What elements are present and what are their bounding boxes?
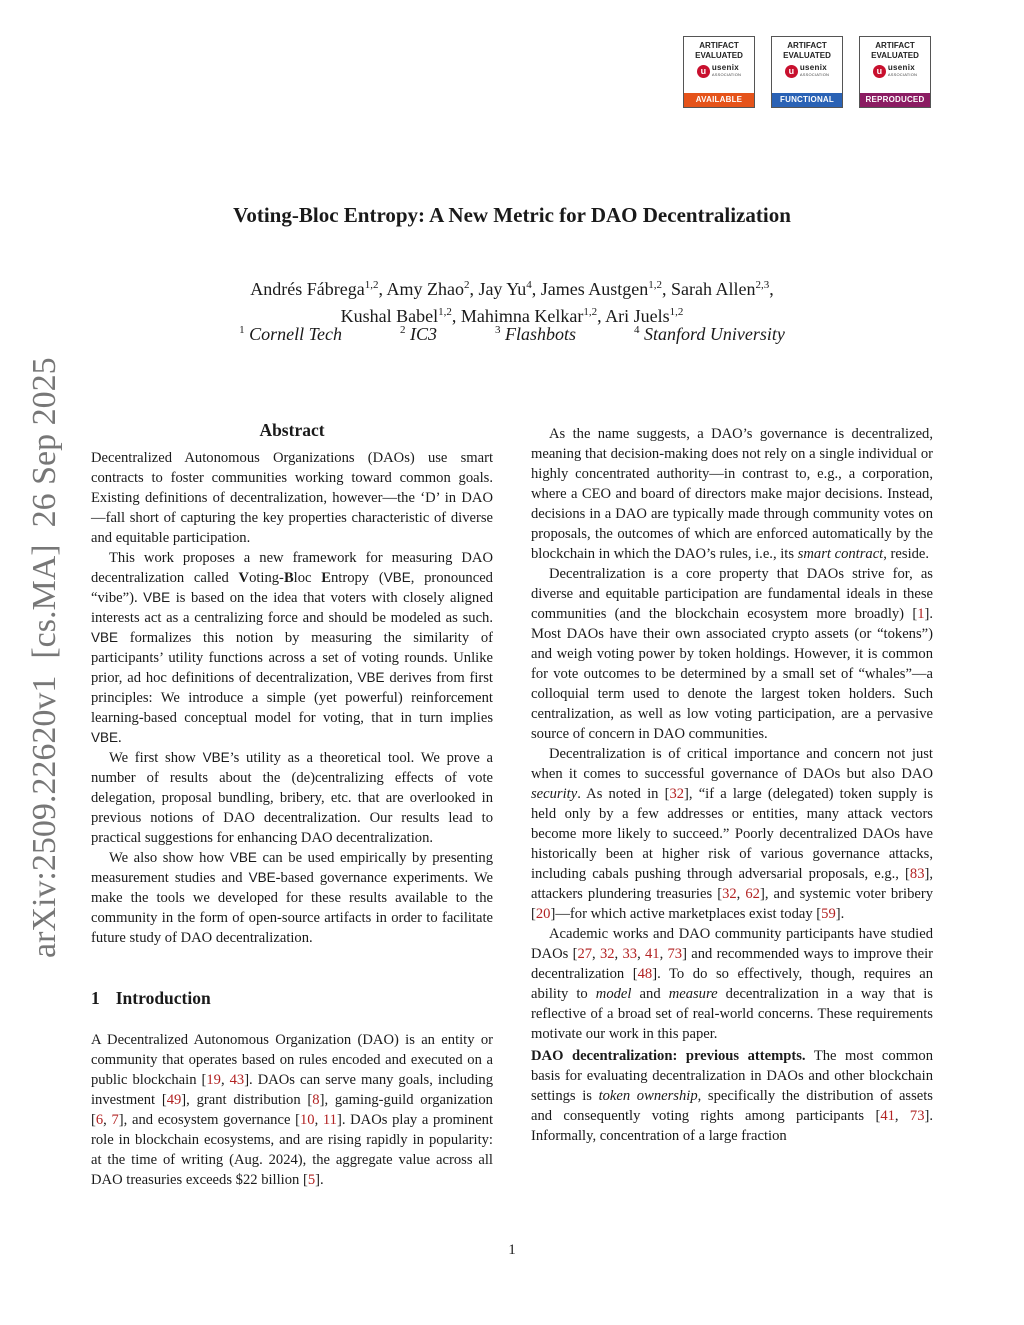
affiliation-num: 4	[634, 324, 640, 336]
body-paragraph: Academic works and DAO community participants have studied DAOs [27, 32, 33, 41, 73] and recommended ways to improve their decentralization [48]. To do so effectively, though, requires an ability to model and measure decentralization in a way that is reflective of a broad set of real-world concerns. These requirements motivate our work in this paper.	[531, 926, 934, 1042]
citation-link[interactable]: 20	[535, 906, 551, 922]
citation-link[interactable]: 62	[745, 886, 760, 902]
citation-link[interactable]: 59	[821, 906, 836, 922]
author-affil: 1,2	[583, 306, 598, 318]
logo-sub: ASSOCIATION	[711, 72, 742, 77]
citation-link[interactable]: 32	[722, 886, 737, 902]
body-paragraph: Decentralization is of critical importance and concern not just when it comes to successful governance of DAOs but also DAO security. As noted in [32], “if a large (delegated) token supply is held only by a few addresses or entities, many attack vectors become more likely to succeed.” Poorly decentralized DAOs have historically been at higher risk of various governance attacks, including cabals pushing through adversarial proposals, e.g., [83], attackers plundering treasuries [32, 62], and systemic voter bribery [20]—for which active marketplaces exist today [59].	[531, 746, 934, 922]
section-heading	[91, 988, 211, 1009]
badge-line2: EVALUATED	[695, 51, 743, 60]
affiliation-name: Flashbots	[505, 324, 577, 344]
citation-link[interactable]: 83	[909, 866, 925, 882]
author: Mahimna Kelkar	[460, 306, 584, 326]
usenix-logo-icon: u	[697, 65, 710, 78]
author: Jay Yu	[478, 279, 527, 299]
logo-sub: ASSOCIATION	[887, 72, 918, 77]
artifact-badges	[683, 36, 931, 108]
citation-link[interactable]: 6	[95, 1112, 104, 1128]
author-affil: 2,3	[755, 279, 770, 291]
author: Ari Juels	[605, 306, 670, 326]
section-title: Introduction	[115, 988, 211, 1008]
badge-label: AVAILABLE	[684, 93, 754, 107]
citation-link[interactable]: 5	[307, 1172, 316, 1188]
badge-functional	[771, 36, 843, 108]
citation-link[interactable]: 43	[229, 1072, 245, 1088]
abstract-section	[91, 420, 493, 948]
paper-title: Voting-Bloc Entropy: A New Metric for DAO Decentralization	[233, 203, 791, 227]
page-number: 1	[508, 1242, 516, 1258]
abstract-paragraph: This work proposes a new framework for measuring DAO decentralization called Voting-Bloc Entropy (VBE, pronounced “vibe”). VBE is based on the idea that voters with closely aligned interests act as a centralizing force and should be modeled as such. VBE formalizes this notion by measuring the similarity of participants’ utility functions across a set of voting rounds. Unlike prior, ad hoc definitions of decentralization, VBE derives from first principles: We introduce a simple (yet powerful) reinforcement learning-based conceptual model for voting, that in turn implies VBE.	[91, 550, 493, 746]
citation-link[interactable]: 48	[637, 966, 653, 982]
body-paragraph: Decentralization is a core property that DAOs strive for, as diverse and equitable participation are fundamental ideals in these communities (and the blockchain ecosystem more broadly) [1]. Most DAOs have their own associated crypto assets (or “tokens”) and weigh voting power by token holdings. However, it is common for vote outcomes to be determined by a small set of “whales”—a colloquial term used to denote the largest token holders. Such centralization, as well as low voting participation, are a pervasive source of concern in DAO communities.	[531, 566, 933, 742]
badge-available	[683, 36, 755, 108]
usenix-logo-icon: u	[785, 65, 798, 78]
logo-sub: ASSOCIATION	[799, 72, 830, 77]
badge-line1: ARTIFACT	[875, 41, 915, 50]
author-affil: 2	[463, 279, 470, 291]
usenix-logo-icon: u	[873, 65, 886, 78]
author: Kushal Babel	[340, 306, 439, 326]
citation-link[interactable]: 19	[206, 1072, 221, 1088]
logo-main: usenix	[711, 63, 740, 72]
affiliation-num: 2	[400, 324, 406, 336]
affiliation-name: Cornell Tech	[249, 324, 342, 344]
citation-link[interactable]: 8	[312, 1092, 320, 1108]
author-affil: 1,2	[364, 279, 379, 291]
citation-link[interactable]: 41	[644, 946, 660, 962]
citation-link[interactable]: 33	[622, 946, 638, 962]
paragraph-heading: DAO decentralization: previous attempts.	[531, 1048, 806, 1064]
right-column	[531, 424, 933, 1146]
author: Amy Zhao	[386, 279, 464, 299]
affiliation	[400, 324, 437, 345]
author-affil: 1,2	[669, 306, 684, 318]
author: Sarah Allen	[671, 279, 756, 299]
citation-link[interactable]: 32	[599, 946, 615, 962]
affiliation	[239, 324, 342, 345]
body-paragraph: A Decentralized Autonomous Organization (DAO) is an entity or community that operates based on rules encoded and executed on a public blockchain [19, 43]. DAOs can serve many goals, including investment [49], grant distribution [8], gaming-guild organization [6, 7], and ecosystem governance [10, 11]. DAOs play a prominent role in blockchain ecosystems, and are rising rapidly in popularity: at the time of writing (Aug. 2024), the aggregate value across all DAO treasuries exceeds $22 billion [5].	[91, 1032, 494, 1188]
citation-link[interactable]: 73	[667, 946, 683, 962]
citation-link[interactable]: 7	[111, 1112, 119, 1128]
author-affil: 1,2	[648, 279, 663, 291]
badge-line2: EVALUATED	[783, 51, 831, 60]
abstract-paragraph: We first show VBE’s utility as a theoretical tool. We prove a number of results about the (de)centralizing effects of vote delegation, proposal bundling, bribery, etc. that are overlooked in previous notions of DAO decentralization. Our results lead to practical suggestions for enhancing DAO decentralization.	[91, 750, 493, 846]
author-affil: 1,2	[438, 306, 452, 318]
usenix-logo	[873, 64, 917, 78]
abstract-paragraph: We also show how VBE can be used empirically by presenting measurement studies and VBE-based governance experiments. We make the tools we developed for these results available to the community in the form of open-source artifacts in order to facilitate future study of DAO decentralization.	[91, 850, 494, 946]
logo-main: usenix	[799, 63, 828, 72]
badge-line1: ARTIFACT	[787, 41, 827, 50]
usenix-logo	[697, 64, 741, 78]
citation-link[interactable]: 27	[577, 946, 593, 962]
abstract-heading: Abstract	[259, 420, 325, 440]
citation-link[interactable]: 10	[299, 1112, 315, 1128]
affiliation-num: 1	[239, 324, 245, 336]
citation-link[interactable]: 49	[166, 1092, 182, 1108]
affiliation	[495, 324, 576, 345]
body-paragraph: As the name suggests, a DAO’s governance is decentralized, meaning that decision-making does not rely on a single individual or highly concentrated authority—in contrast to, e.g., a corporation, where a CEO and board of directors make major decisions. Instead, decisions in a DAO are typically made through community votes on proposals, the outcomes of which are enforced automatically by the blockchain in which the DAO’s rules, i.e., its smart contract, reside.	[531, 426, 933, 562]
citation-link[interactable]: 11	[322, 1112, 337, 1128]
badge-label: REPRODUCED	[860, 93, 930, 107]
author: Andrés Fábrega	[250, 279, 365, 299]
citation-link[interactable]: 32	[669, 786, 685, 802]
arxiv-identifier[interactable]: arXiv:2509.22620v1 [cs.MA] 26 Sep 2025	[26, 357, 63, 958]
affiliation-name: Stanford University	[644, 324, 785, 344]
introduction-body	[91, 1030, 493, 1190]
citation-link[interactable]: 1	[917, 606, 925, 622]
abstract-paragraph: Decentralized Autonomous Organizations (DAOs) use smart contracts to foster communities working toward common goals. Existing definitions of decentralization, however—the ‘D’ in DAO—fall short of capturing the key properties characteristic of diverse and equitable participation.	[91, 450, 493, 546]
citation-link[interactable]: 41	[880, 1108, 895, 1124]
citation-link[interactable]: 73	[909, 1108, 925, 1124]
logo-main: usenix	[887, 63, 916, 72]
affiliation-name: IC3	[410, 324, 437, 344]
body-paragraph: DAO decentralization: previous attempts. The most common basis for evaluating decentralization in DAOs and other blockchain settings is token ownership, specifically the distribution of assets and consequently voting rights among participants [41, 73]. Informally, concentration of a large fraction	[531, 1048, 934, 1144]
badge-line2: EVALUATED	[871, 51, 919, 60]
usenix-logo	[785, 64, 829, 78]
affiliations	[0, 324, 1024, 345]
badge-line1: ARTIFACT	[699, 41, 739, 50]
badge-reproduced	[859, 36, 931, 108]
affiliation	[634, 324, 785, 345]
author-affil: 4	[526, 279, 532, 291]
author-list: Andrés Fábrega$^{1,2}$, Amy Zhao$^2$, Jay Yu$^4$, James Austgen$^{1,2}$, Sarah Allen$^{2,3}$, Kushal Babel$^{1,2}$, Mahimna Kelkar$^{1,2}$, Ari Juels$^{1,2}$	[250, 279, 774, 326]
badge-label: FUNCTIONAL	[772, 93, 842, 107]
affiliation-num: 3	[495, 324, 501, 336]
author: James Austgen	[540, 279, 649, 299]
section-number: 1	[91, 988, 100, 1008]
